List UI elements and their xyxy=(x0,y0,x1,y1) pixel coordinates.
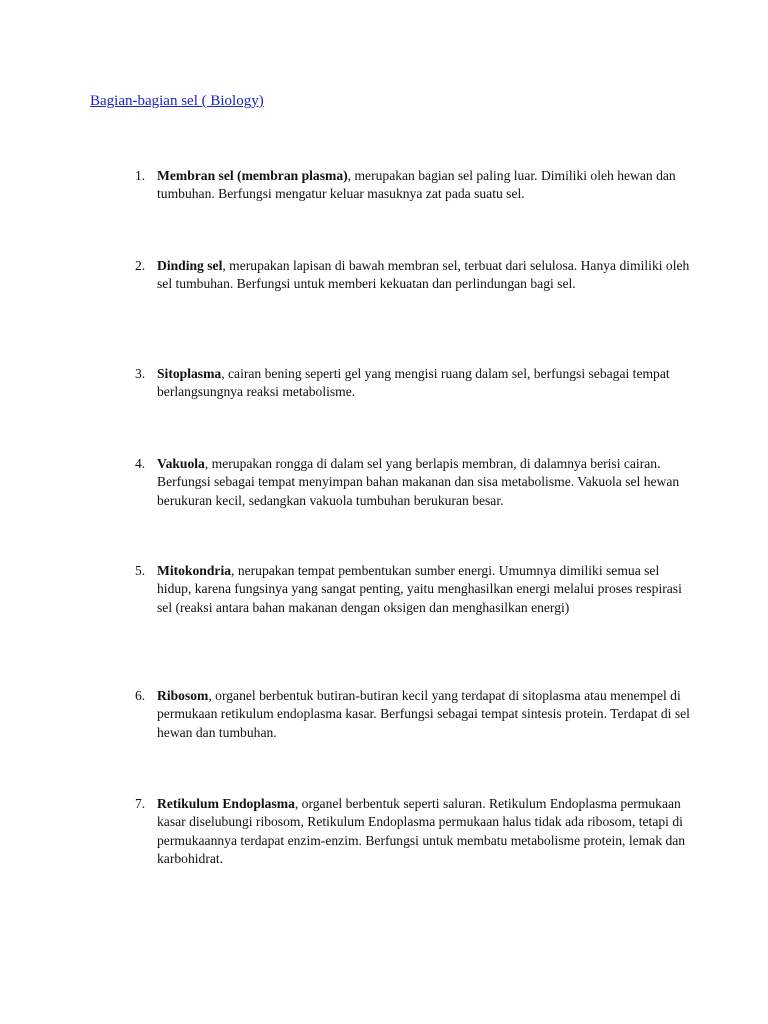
list-item-number: 4. xyxy=(135,456,146,471)
list-item-body xyxy=(157,562,695,617)
page-title-link[interactable]: Bagian-bagian sel ( Biology) xyxy=(90,93,264,109)
list-item-dinding-sel xyxy=(135,257,695,294)
list-item-body xyxy=(157,167,695,204)
list-item-number: 2. xyxy=(135,258,146,273)
list-item-body xyxy=(157,257,695,294)
list-item-text: , organel berbentuk seperti saluran. Retikulum Endoplasma permukaan kasar diselubungi ribosom, Retikulum Endoplasma permukaan halus tidak ada ribosom, tetapi di permukaannya terdapat enzim-enzim. Berfungsi untuk membatu metabolisme protein, lemak dan karbohidrat. xyxy=(157,796,686,866)
list-item-body xyxy=(157,795,695,868)
list-item-body xyxy=(157,687,695,742)
list-item-sitoplasma xyxy=(135,365,695,402)
list-item-body xyxy=(157,365,695,402)
list-item-text: , merupakan rongga di dalam sel yang berlapis membran, di dalamnya berisi cairan. Berfungsi sebagai tempat menyimpan bahan makanan dan sisa metabolisme. Vakuola sel hewan berukuran kecil, sedangkan vakuola tumbuhan berukuran besar. xyxy=(157,456,680,508)
list-item-membran-sel xyxy=(135,167,695,204)
list-item-number: 1. xyxy=(135,168,146,183)
list-item-number: 3. xyxy=(135,366,146,381)
list-item-number: 6. xyxy=(135,688,146,703)
list-item-vakuola xyxy=(135,455,695,510)
list-item-text: , merupakan bagian sel paling luar. Dimiliki oleh hewan dan tumbuhan. Berfungsi mengatur keluar masuknya zat pada suatu sel. xyxy=(157,168,676,202)
list-item-term: Sitoplasma xyxy=(157,366,222,381)
list-item-ribosom xyxy=(135,687,695,742)
list-item-number: 5. xyxy=(135,563,146,578)
list-item-text: , cairan bening seperti gel yang mengisi ruang dalam sel, berfungsi sebagai tempat berlangsungnya reaksi metabolisme. xyxy=(157,366,670,400)
list-item-text: , organel berbentuk butiran-butiran kecil yang terdapat di sitoplasma atau menempel di permukaan retikulum endoplasma kasar. Berfungsi sebagai tempat sintesis protein. Terdapat di sel hewan dan tumbuhan. xyxy=(157,688,690,740)
list-item-text: , merupakan lapisan di bawah membran sel, terbuat dari selulosa. Hanya dimiliki oleh sel tumbuhan. Berfungsi untuk memberi kekuatan dan perlindungan bagi sel. xyxy=(157,258,690,292)
list-item-retikulum-endoplasma xyxy=(135,795,695,868)
list-item-term: Membran sel (membran plasma) xyxy=(157,168,348,183)
list-item-term: Ribosom xyxy=(157,688,209,703)
list-item-term: Mitokondria xyxy=(157,563,232,578)
list-item-body xyxy=(157,455,695,510)
list-item-mitokondria xyxy=(135,562,695,617)
list-item-number: 7. xyxy=(135,796,146,811)
list-item-text: , nerupakan tempat pembentukan sumber energi. Umumnya dimiliki semua sel hidup, karena fungsinya yang sangat penting, yaitu menghasilkan energi melalui proses respirasi sel (reaksi antara bahan makanan dengan oksigen dan menghasilkan energi) xyxy=(157,563,682,615)
list-item-term: Retikulum Endoplasma xyxy=(157,796,295,811)
list-item-term: Dinding sel xyxy=(157,258,223,273)
list-item-term: Vakuola xyxy=(157,456,205,471)
